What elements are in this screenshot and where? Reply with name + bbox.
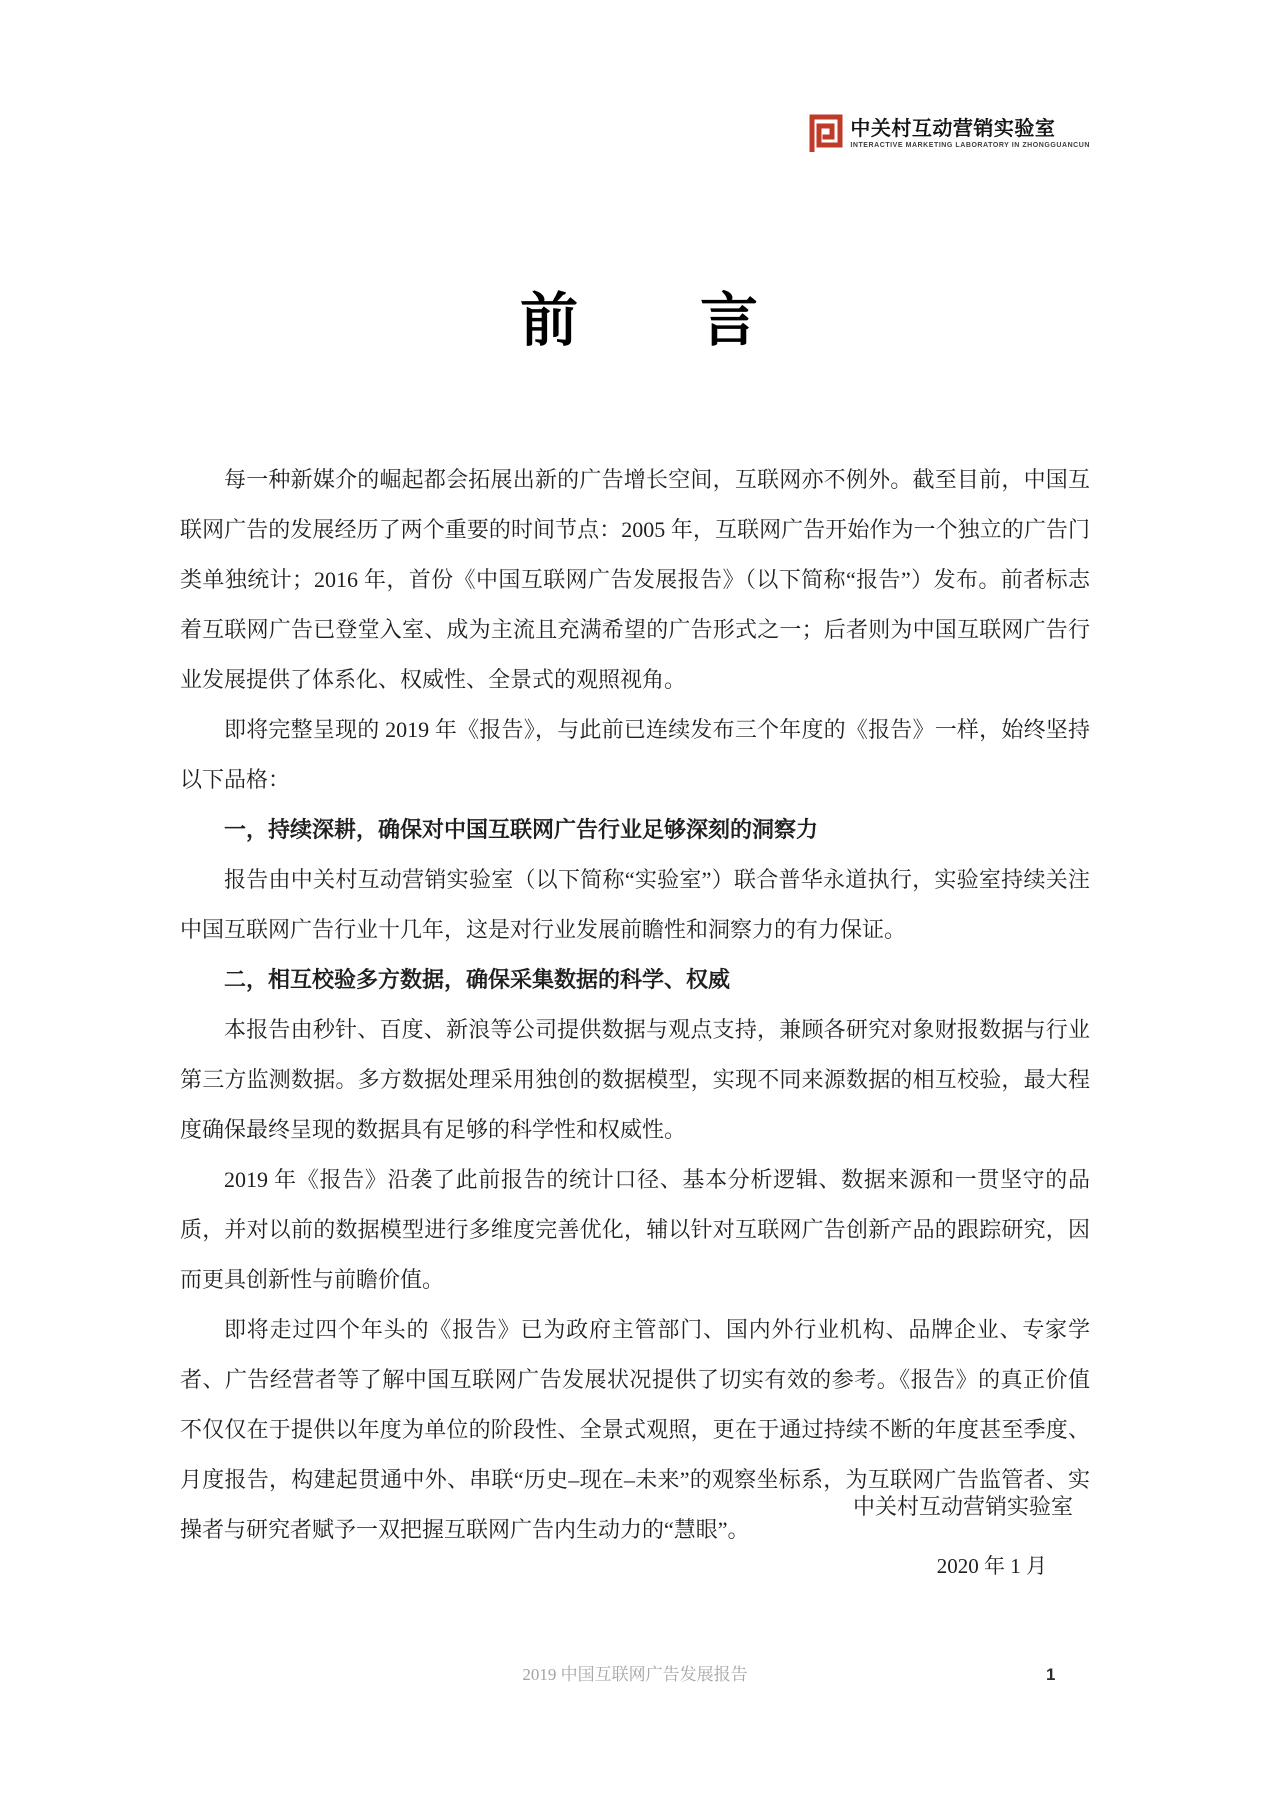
logo-text [850, 117, 1090, 150]
paragraph-intro: 每一种新媒介的崛起都会拓展出新的广告增长空间，互联网亦不例外。截至目前，中国互联网广告的发展经历了两个重要的时间节点：2005 年，互联网广告开始作为一个独立的广告门类单独统计；2016 年，首份《中国互联网广告发展报告》（以下简称“报告”）发布。前者标志着互联网广告已登堂入室、成为主流且充满希望的广告形式之一；后者则为中国互联网广告行业发展提供了体系化、权威性、全景式的观照视角。 [180, 467, 1090, 692]
footer-report-title: 2019 中国互联网广告发展报告 [522, 1665, 748, 1684]
signature-org: 中关村互动营销实验室 [852, 1494, 1073, 1519]
body-text [180, 455, 1090, 1555]
paragraph-data-sources: 本报告由秒针、百度、新浪等公司提供数据与观点支持，兼顾各研究对象财报数据与行业第三方监测数据。多方数据处理采用独创的数据模型，实现不同来源数据的相互校验，最大程度确保最终呈现的数据具有足够的科学性和权威性。 [180, 1017, 1090, 1142]
paragraph-report-qualities: 即将完整呈现的 2019 年《报告》，与此前已连续发布三个年度的《报告》一样，始终坚持以下品格： [180, 717, 1090, 792]
square-spiral-logo-icon [807, 114, 843, 152]
page-title: 前 言 [519, 288, 760, 353]
logo-title: 中关村互动营销实验室 [850, 117, 1056, 140]
paragraph-heading-one: 一，持续深耕，确保对中国互联网广告行业足够深刻的洞察力 [224, 817, 819, 842]
logo-subtitle: INTERACTIVE MARKETING LABORATORY IN ZHONGGUANCUN [850, 141, 1090, 149]
paragraph-heading-two: 二，相互校验多方数据，确保采集数据的科学、权威 [224, 967, 731, 992]
paragraph-report-value: 即将走过四个年头的《报告》已为政府主管部门、国内外行业机构、品牌企业、专家学者、广告经营者等了解中国互联网广告发展状况提供了切实有效的参考。《报告》的真正价值不仅仅在于提供以年度为单位的阶段性、全景式观照，更在于通过持续不断的年度甚至季度、月度报告，构建起贯通中外、串联“历史–现在–未来”的观察坐标系，为互联网广告监管者、实操者与研究者赋予一双把握互联网广告内生动力的“慧眼”。 [180, 1317, 1090, 1542]
header-logo [807, 114, 1090, 152]
footer-page-number: 1 [1046, 1665, 1056, 1684]
signature-date: 2020 年 1 月 [936, 1554, 1047, 1578]
signature-block [853, 1492, 1073, 1581]
paragraph-model-improvement: 2019 年《报告》沿袭了此前报告的统计口径、基本分析逻辑、数据来源和一贯坚守的品质，并对以前的数据模型进行多维度完善优化，辅以针对互联网广告创新产品的跟踪研究，因而更具创新性与前瞻价值。 [180, 1167, 1090, 1292]
paragraph-lab-execution: 报告由中关村互动营销实验室（以下简称“实验室”）联合普华永道执行，实验室持续关注中国互联网广告行业十几年，这是对行业发展前瞻性和洞察力的有力保证。 [180, 867, 1090, 942]
